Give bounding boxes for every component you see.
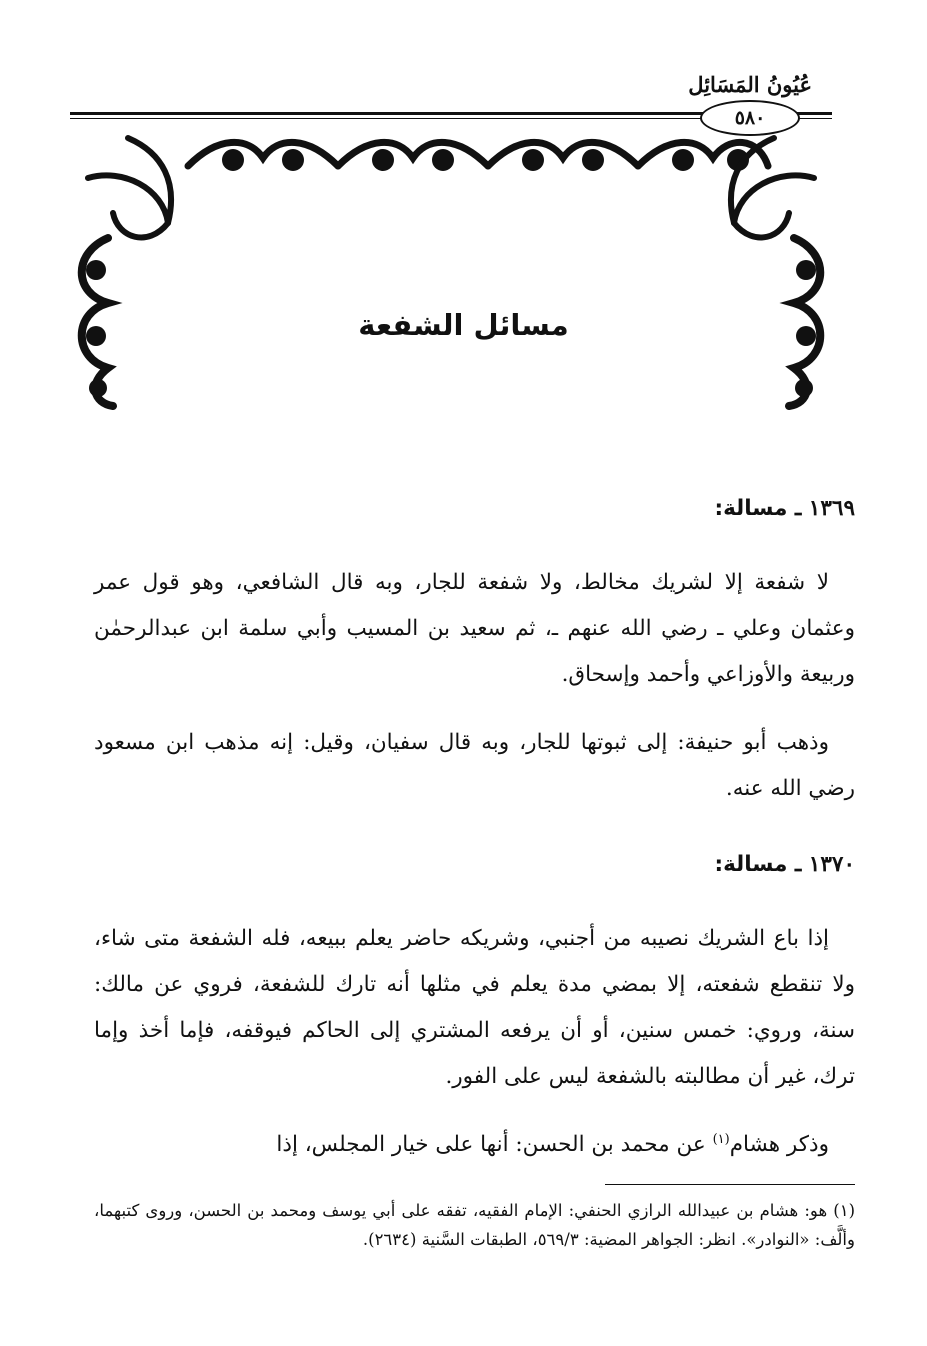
page-number: ٥٨٠ [700,100,800,136]
issue-heading: ١٣٦٩ ـ مسالة: [714,496,855,521]
paragraph: وذهب أبو حنيفة: إلى ثبوتها للجار، وبه قال سفيان، وقيل: إنه مذهب ابن مسعود رضي الله عنه. [94,730,855,801]
paragraph: لا شفعة إلا لشريك مخالط، ولا شفعة للجار، وبه قال الشافعي، وهو قول عمر وعثمان وعلي ـ رضي الله عنهم ـ، ثم سعيد بن المسيب وأبي سلمة ابن عبدالرحمٰن وربيعة والأوزاعي وأحمد وإسحاق. [94,570,855,687]
paragraph [94,1122,855,1168]
issue-label: مسالة: [714,496,788,521]
issue-heading: ١٣٧٠ ـ مسالة: [714,852,855,877]
paragraph-text: وذكر هشام [729,1132,829,1157]
chapter-ornament-frame-icon [68,128,834,410]
footnote-separator [605,1184,855,1185]
paragraph: إذا باع الشريك نصيبه من أجنبي، وشريكه حاضر يعلم ببيعه، فله الشفعة متى شاء، ولا تنقطع شفعته، إلا بمضي مدة يعلم في مثلها أنه تارك للشفعة، فروي عن مالك: سنة، وروي: خمس سنين، أو أن يرفعه المشتري إلى الحاكم فيوقفه، فإما أخذ وإما ترك، غير أن مطالبته بالشفعة ليس على الفور. [94,926,855,1089]
issue-number: ١٣٦٩ [808,496,855,521]
chapter-title: مسائل الشفعة [358,308,569,342]
footnote-marker: (١) [712,1131,730,1147]
running-head-title: عُيُونُ المَسَائِل [688,72,812,97]
footnote: (١) هو: هشام بن عبيدالله الرازي الحنفي: الإمام الفقيه، تفقه على أبي يوسف ومحمد بن الحسن، وروى كتبهما، وألَّف: «النوادر». انظر: الجواهر المضية: ٥٦٩/٣، الطبقات السَّنية (٢٦٣٤). [94,1201,855,1249]
body-text [94,486,855,1182]
issue-number: ١٣٧٠ [808,852,855,877]
paragraph-text: عن محمد بن الحسن: أنها على خيار المجلس، إذا [276,1132,713,1157]
issue-label: مسالة: [714,852,788,877]
